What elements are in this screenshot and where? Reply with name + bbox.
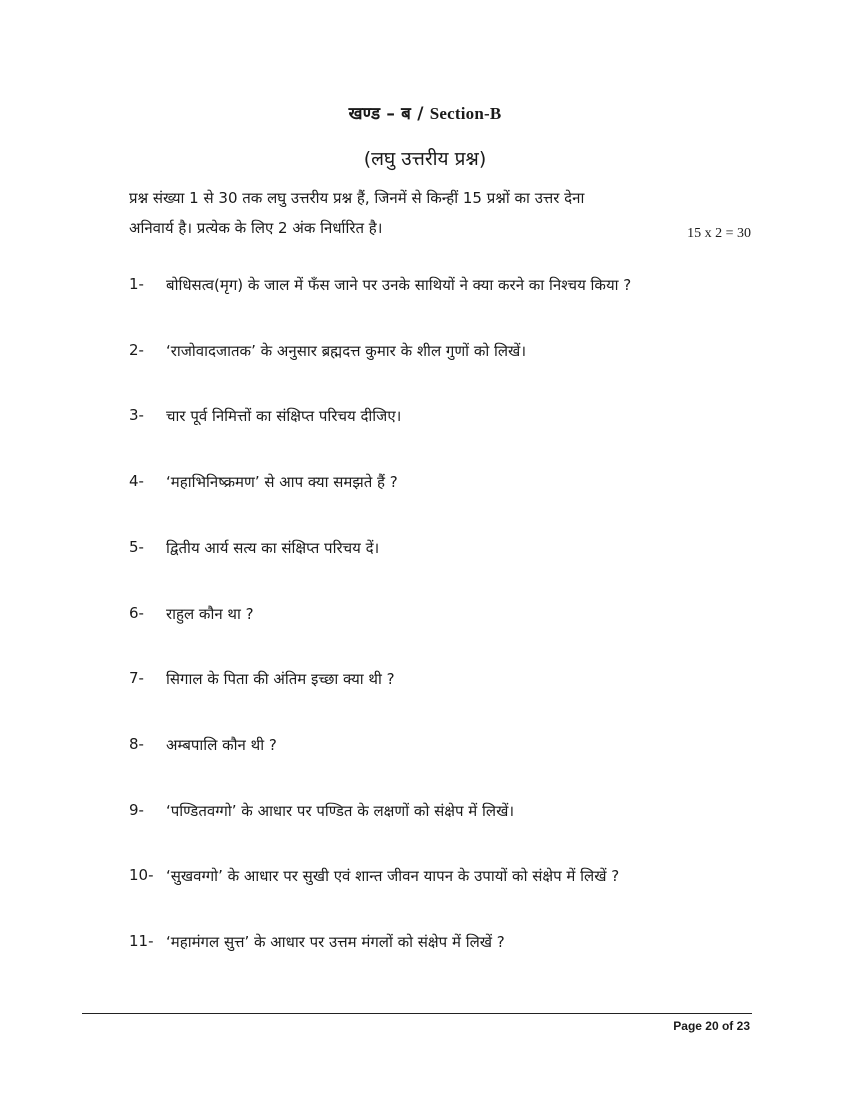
- question-text: चार पूर्व निमित्तों का संक्षिप्त परिचय दीजिए।: [166, 407, 402, 425]
- question-text: द्वितीय आर्य सत्य का संक्षिप्त परिचय दें।: [166, 539, 380, 557]
- instructions: [129, 183, 751, 243]
- instructions-line-1: प्रश्न संख्या 1 से 30 तक लघु उत्तरीय प्रश्न हैं, जिनमें से किन्हीं 15 प्रश्नों का उत्तर देना: [129, 189, 585, 207]
- question-text: बोधिसत्व(मृग) के जाल में फँस जाने पर उनके साथियों ने क्या करने का निश्चय किया ?: [166, 276, 632, 294]
- question-number: 11-: [129, 932, 154, 950]
- question-number: 8-: [129, 735, 144, 753]
- question-number: 6-: [129, 604, 144, 622]
- footer-divider: [82, 1013, 752, 1014]
- question-number: 7-: [129, 669, 144, 687]
- page-number: Page 20 of 23: [673, 1019, 750, 1033]
- question-number: 9-: [129, 801, 144, 819]
- question-text: ‘सुखवग्गो’ के आधार पर सुखी एवं शान्त जीवन यापन के उपायों को संक्षेप में लिखें ?: [166, 867, 620, 885]
- question-number: 5-: [129, 538, 144, 556]
- question-number: 10-: [129, 866, 154, 884]
- question-text: ‘महामंगल सुत्त’ के आधार पर उत्तम मंगलों को संक्षेप में लिखें ?: [166, 933, 505, 951]
- instructions-line-2: अनिवार्य है। प्रत्येक के लिए 2 अंक निर्धारित है।: [129, 219, 383, 237]
- question-text: राहुल कौन था ?: [166, 605, 254, 623]
- section-subtitle: (लघु उत्तरीय प्रश्न): [363, 148, 487, 170]
- question-text: ‘राजोवादजातक’ के अनुसार ब्रह्मदत्त कुमार के शील गुणों को लिखें।: [166, 342, 527, 360]
- question-text: ‘पण्डितवग्गो’ के आधार पर पण्डित के लक्षणों को संक्षेप में लिखें।: [166, 802, 515, 820]
- question-text: ‘महाभिनिष्क्रमण’ से आप क्या समझते हैं ?: [166, 473, 398, 491]
- section-title-english: Section-B: [429, 104, 502, 123]
- question-text: अम्बपालि कौन थी ?: [166, 736, 277, 754]
- marks-allocation: 15 x 2 = 30: [687, 226, 751, 241]
- question-number: 4-: [129, 472, 144, 490]
- question-text: सिगाल के पिता की अंतिम इच्छा क्या थी ?: [166, 670, 395, 688]
- section-title: [0, 101, 850, 124]
- section-title-hindi: खण्ड – ब /: [348, 104, 424, 124]
- question-number: 1-: [129, 275, 144, 293]
- question-number: 2-: [129, 341, 144, 359]
- question-number: 3-: [129, 406, 144, 424]
